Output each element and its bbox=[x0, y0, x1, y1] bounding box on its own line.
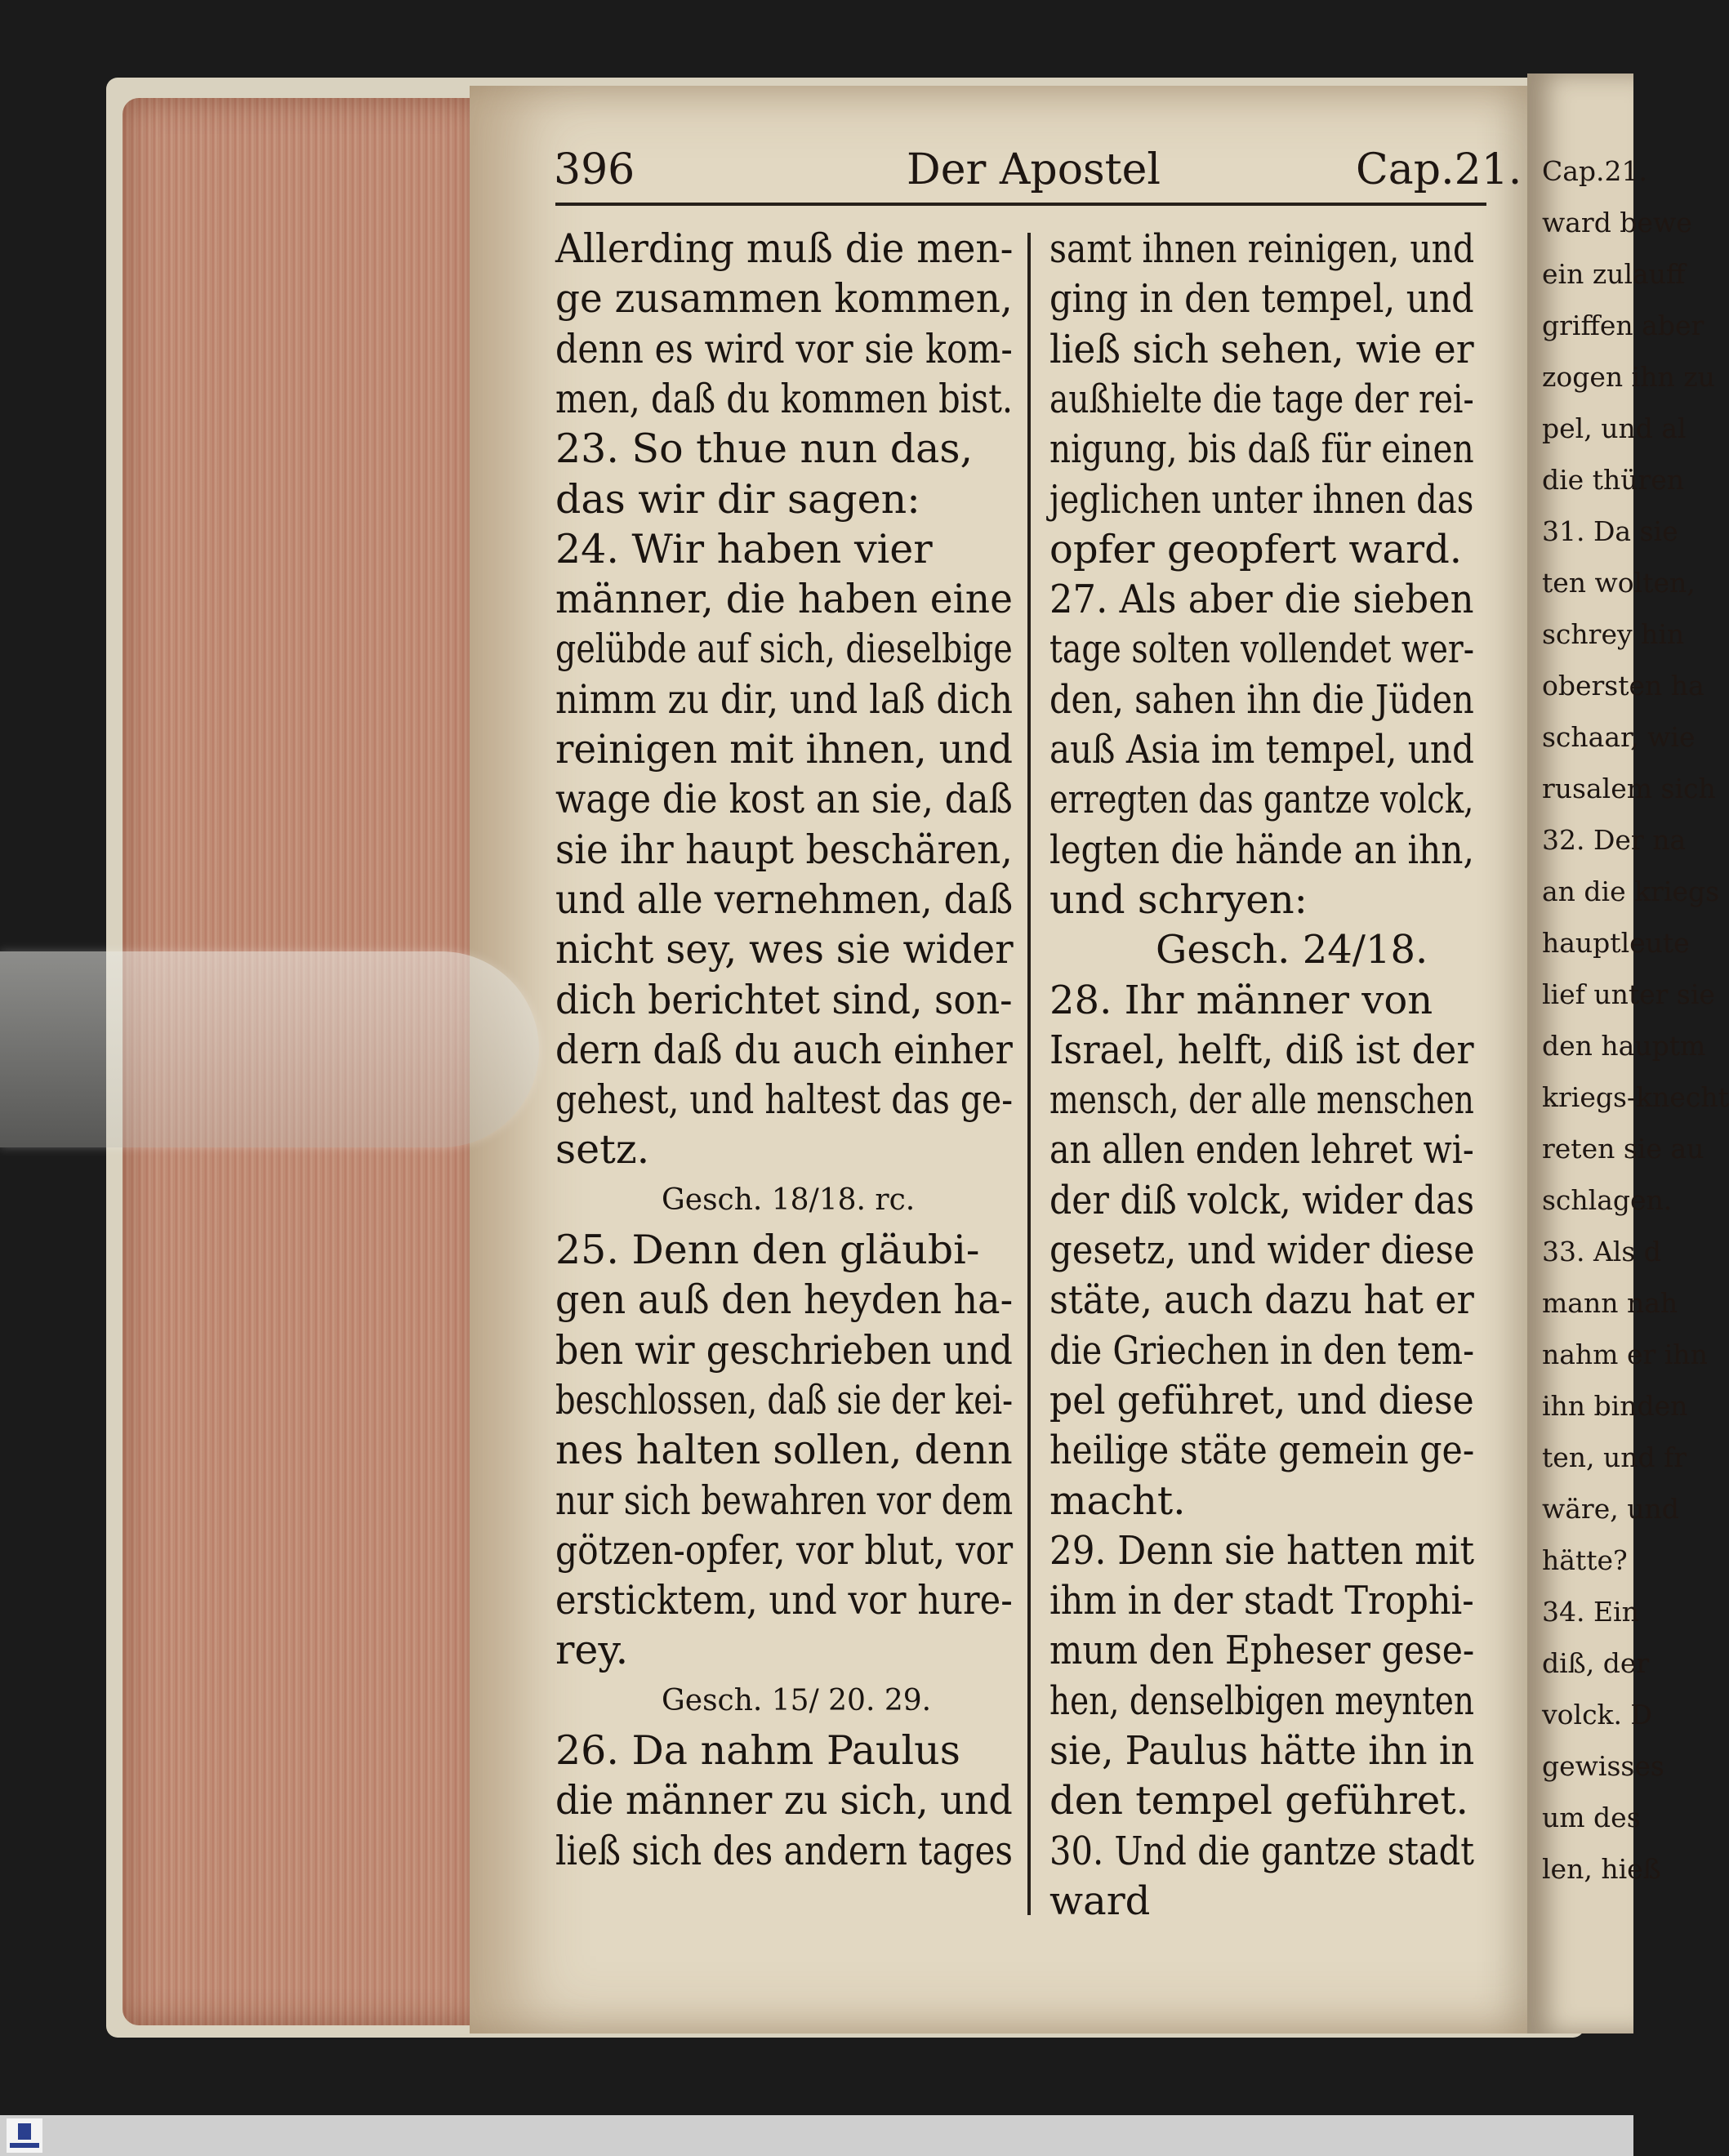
text-line: Israel, helft, diß ist der bbox=[1049, 1027, 1474, 1073]
page-clip bbox=[0, 951, 539, 1147]
next-page-strip bbox=[1527, 74, 1729, 2034]
text-line: nes halten sollen, denn bbox=[555, 1427, 1013, 1474]
text-line: Gesch. 18/18. rc. bbox=[662, 1183, 916, 1217]
text-line: das wir dir sagen: bbox=[555, 475, 920, 523]
text-line: erregten das gantze volck, bbox=[1049, 777, 1474, 823]
text-line: ging in den tempel, und bbox=[1049, 276, 1474, 323]
next-page-fragment: 32. Der na bbox=[1542, 824, 1687, 856]
page-number: 396 bbox=[554, 145, 635, 194]
next-page-fragment: ein zulauff bbox=[1542, 258, 1686, 290]
text-line: denn es wird vor sie kom- bbox=[555, 325, 1013, 372]
footer-bar bbox=[0, 2115, 1633, 2156]
text-line: ihm in der stadt Trophi- bbox=[1049, 1578, 1474, 1624]
next-page-fragment: griffen aber bbox=[1542, 310, 1704, 341]
next-page-fragment: obersten ha bbox=[1542, 670, 1704, 702]
column-divider bbox=[1027, 233, 1031, 1915]
text-line: 30. Und die gantze stadt bbox=[1049, 1828, 1474, 1874]
text-line: ge zusammen kommen, bbox=[555, 275, 1013, 323]
text-line: Gesch. 24/18. bbox=[1156, 927, 1428, 973]
next-page-fragment: ten, und fr bbox=[1542, 1441, 1687, 1473]
next-page-fragment: diß, der bbox=[1542, 1647, 1650, 1679]
text-line: ließ sich des andern tages bbox=[555, 1827, 1014, 1874]
text-line: ward bbox=[1049, 1878, 1151, 1924]
text-line: die männer zu sich, und bbox=[555, 1777, 1013, 1824]
next-page-fragment: Cap.21. bbox=[1542, 155, 1648, 187]
next-page-fragment: schlagen. bbox=[1542, 1184, 1673, 1216]
next-page-fragment: an die kriegs bbox=[1542, 875, 1720, 907]
next-page-fragment: den hauptm bbox=[1542, 1030, 1706, 1062]
text-line: nicht sey, wes sie wider bbox=[555, 926, 1014, 973]
next-page-fragment: gewisses bbox=[1542, 1750, 1664, 1782]
text-line: gelübde auf sich, dieselbige bbox=[555, 626, 1013, 673]
text-line: ersticktem, und vor hure- bbox=[555, 1577, 1013, 1624]
next-page-fragment: schrey hin bbox=[1542, 618, 1685, 650]
next-page-fragment: kriegs-knecht bbox=[1542, 1081, 1729, 1113]
text-line: jeglichen unter ihnen das bbox=[1049, 476, 1474, 523]
text-line: 24. Wir haben vier bbox=[555, 525, 933, 572]
text-line: ben wir geschrieben und bbox=[555, 1326, 1013, 1374]
text-line: 26. Da nahm Paulus bbox=[555, 1727, 960, 1774]
next-page-fragment: rusalem sich bbox=[1542, 773, 1716, 804]
text-line: 28. Ihr männer von bbox=[1049, 977, 1433, 1023]
text-line: und alle vernehmen, daß bbox=[555, 875, 1014, 923]
running-title: Der Apostel bbox=[907, 145, 1161, 194]
next-page-fragment: ten wolten, bbox=[1542, 567, 1696, 599]
text-line: gehest, und haltest das ge- bbox=[555, 1076, 1014, 1124]
next-page-fragment: zogen ihn zu bbox=[1542, 361, 1715, 393]
next-page-fragment: hauptleute bbox=[1542, 927, 1690, 959]
next-page-fragment: 31. Da sie bbox=[1542, 515, 1678, 547]
next-page-fragment: mann nah bbox=[1542, 1287, 1678, 1319]
text-line: außhielte die tage der rei- bbox=[1049, 376, 1474, 422]
chapter-label: Cap.21. bbox=[1356, 145, 1522, 194]
text-line: nur sich bewahren vor dem bbox=[555, 1477, 1014, 1524]
text-line: Allerding muß die men- bbox=[555, 225, 1014, 272]
text-line: mum den Epheser gese- bbox=[1049, 1628, 1475, 1674]
text-line: samt ihnen reinigen, und bbox=[1049, 226, 1475, 272]
text-line: 27. Als aber die sieben bbox=[1049, 577, 1474, 623]
text-line: dern daß du auch einher bbox=[555, 1026, 1013, 1073]
text-line: beschlossen, daß sie der kei- bbox=[555, 1376, 1014, 1423]
next-page-fragment: schaar, wie bbox=[1542, 721, 1696, 753]
text-line: sie ihr haupt beschären, bbox=[555, 826, 1013, 873]
text-line: den tempel geführet. bbox=[1049, 1778, 1468, 1824]
text-line: heilige stäte gemein ge- bbox=[1049, 1428, 1475, 1474]
text-line: die Griechen in den tem- bbox=[1049, 1327, 1475, 1374]
next-page-fragment: 33. Als d bbox=[1542, 1236, 1661, 1267]
text-line: götzen-opfer, vor blut, vor bbox=[555, 1526, 1014, 1574]
next-page-fragment: ward bewe bbox=[1542, 207, 1692, 238]
next-page-fragment: volck. D bbox=[1542, 1699, 1652, 1731]
text-line: stäte, auch dazu hat er bbox=[1049, 1277, 1474, 1324]
text-line: der diß volck, wider das bbox=[1049, 1177, 1475, 1223]
next-page-fragment: hätte? bbox=[1542, 1544, 1628, 1576]
text-line: sie, Paulus hätte ihn in bbox=[1049, 1728, 1475, 1774]
text-line: ließ sich sehen, wie er bbox=[1049, 326, 1474, 372]
text-line: 29. Denn sie hatten mit bbox=[1049, 1527, 1475, 1574]
text-line: legten die hände an ihn, bbox=[1049, 826, 1474, 873]
next-page-fragment: die thüren bbox=[1542, 464, 1685, 496]
text-line: 25. Denn den gläubi- bbox=[555, 1227, 980, 1273]
next-page-fragment: lief unter sie bbox=[1542, 978, 1715, 1010]
next-page-fragment: nahm er ihn bbox=[1542, 1339, 1708, 1370]
next-page-fragment: 34. Ein bbox=[1542, 1596, 1639, 1628]
text-line: tage solten vollendet wer- bbox=[1049, 626, 1475, 673]
text-line: nigung, bis daß für einen bbox=[1049, 426, 1474, 473]
text-line: an allen enden lehret wi- bbox=[1049, 1127, 1474, 1174]
next-page-fragment: reten sie au bbox=[1542, 1133, 1704, 1165]
text-line: dich berichtet sind, son- bbox=[555, 976, 1013, 1023]
text-line: 23. So thue nun das, bbox=[555, 425, 974, 473]
text-line: mensch, der alle menschen bbox=[1049, 1077, 1474, 1124]
text-line: männer, die haben eine bbox=[555, 576, 1013, 623]
next-page-fragment: um des bbox=[1542, 1802, 1641, 1833]
next-page-fragment: len, hieß bbox=[1542, 1853, 1661, 1885]
text-line: macht. bbox=[1049, 1477, 1186, 1524]
next-page-fragment: ihn binden bbox=[1542, 1390, 1688, 1422]
text-line: nimm zu dir, und laß dich bbox=[555, 675, 1014, 723]
text-line: und schryen: bbox=[1049, 876, 1308, 923]
text-line: gen auß den heyden ha- bbox=[555, 1276, 1014, 1324]
text-line: hen, denselbigen meynten bbox=[1049, 1677, 1474, 1724]
next-page-fragment: wäre, und bbox=[1542, 1493, 1679, 1525]
text-line: men, daß du kommen bist. bbox=[555, 375, 1014, 422]
text-line: pel geführet, und diese bbox=[1049, 1377, 1474, 1423]
header-rule bbox=[555, 203, 1486, 206]
text-line: auß Asia im tempel, und bbox=[1049, 727, 1475, 773]
library-logo-icon bbox=[7, 2118, 42, 2153]
text-line: rey. bbox=[555, 1627, 629, 1674]
text-line: Gesch. 15/ 20. 29. bbox=[662, 1683, 932, 1717]
text-line: setz. bbox=[555, 1126, 650, 1174]
text-line: opfer geopfert ward. bbox=[1049, 526, 1463, 572]
text-line: den, sahen ihn die Jüden bbox=[1049, 676, 1474, 723]
text-line: wage die kost an sie, daß bbox=[555, 776, 1013, 823]
next-page-fragment: pel, und al bbox=[1542, 412, 1687, 444]
text-line: reinigen mit ihnen, und bbox=[555, 726, 1014, 773]
text-line: gesetz, und wider diese bbox=[1049, 1227, 1475, 1273]
